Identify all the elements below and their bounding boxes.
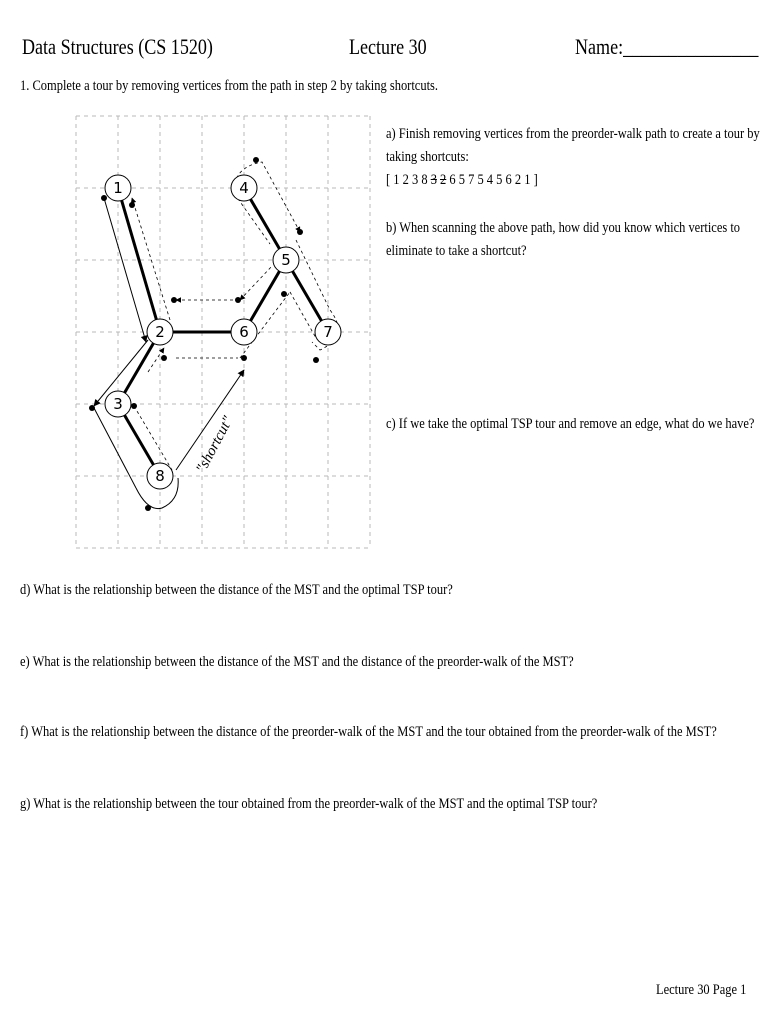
vertex-4 bbox=[231, 175, 257, 201]
vertex-8 bbox=[147, 463, 173, 489]
part-c-question: c) If we take the optimal TSP tour and remove an edge, what do we have? bbox=[386, 416, 755, 432]
path-struck-vertex: 3 bbox=[430, 172, 437, 188]
preorder-walk-path bbox=[94, 198, 244, 509]
part-f-question: f) What is the relationship between the distance of the preorder-walk of the MST and the tour obtained from the preorder-walk of the MST? bbox=[20, 724, 717, 740]
svg-text:5: 5 bbox=[281, 251, 291, 269]
part-e-question: e) What is the relationship between the distance of the MST and the distance of the preorder-walk of the MST? bbox=[20, 654, 574, 670]
vertex-1 bbox=[105, 175, 131, 201]
svg-text:2: 2 bbox=[155, 323, 165, 341]
course-title: Data Structures (CS 1520) bbox=[22, 34, 213, 59]
part-b-line2: eliminate to take a shortcut? bbox=[386, 243, 527, 259]
svg-text:1: 1 bbox=[113, 179, 123, 197]
part-a-path bbox=[386, 170, 538, 191]
svg-text:7: 7 bbox=[323, 323, 333, 341]
path-suffix: 6 5 7 5 4 5 6 2 1 ] bbox=[446, 172, 538, 188]
vertex-7 bbox=[315, 319, 341, 345]
path-prefix: [ 1 2 3 8 bbox=[386, 172, 431, 188]
part-g-question: g) What is the relationship between the tour obtained from the preorder-walk of the MST and the optimal TSP tour? bbox=[20, 796, 598, 812]
part-d-question: d) What is the relationship between the distance of the MST and the optimal TSP tour? bbox=[20, 582, 453, 598]
lecture-number: Lecture 30 bbox=[349, 34, 427, 59]
vertex-2 bbox=[147, 319, 173, 345]
page-footer: Lecture 30 Page 1 bbox=[656, 982, 747, 998]
shortcut-label: "shortcut" bbox=[193, 413, 237, 476]
svg-text:8: 8 bbox=[155, 467, 165, 485]
path-struck-vertex: 2 bbox=[440, 172, 447, 188]
vertex-3 bbox=[105, 391, 131, 417]
part-a-line1: a) Finish removing vertices from the preorder-walk path to create a tour by bbox=[386, 126, 760, 142]
part-a-line2: taking shortcuts: bbox=[386, 149, 469, 165]
part-b-line1: b) When scanning the above path, how did you know which vertices to bbox=[386, 220, 741, 236]
svg-text:3: 3 bbox=[113, 395, 123, 413]
question-1-prompt: 1. Complete a tour by removing vertices from the path in step 2 by taking shortcuts. bbox=[20, 78, 439, 94]
svg-text:6: 6 bbox=[239, 323, 249, 341]
vertex-6 bbox=[231, 319, 257, 345]
name-field-label: Name:_______________ bbox=[575, 34, 759, 59]
vertex-5 bbox=[273, 247, 299, 273]
svg-text:4: 4 bbox=[239, 179, 249, 197]
